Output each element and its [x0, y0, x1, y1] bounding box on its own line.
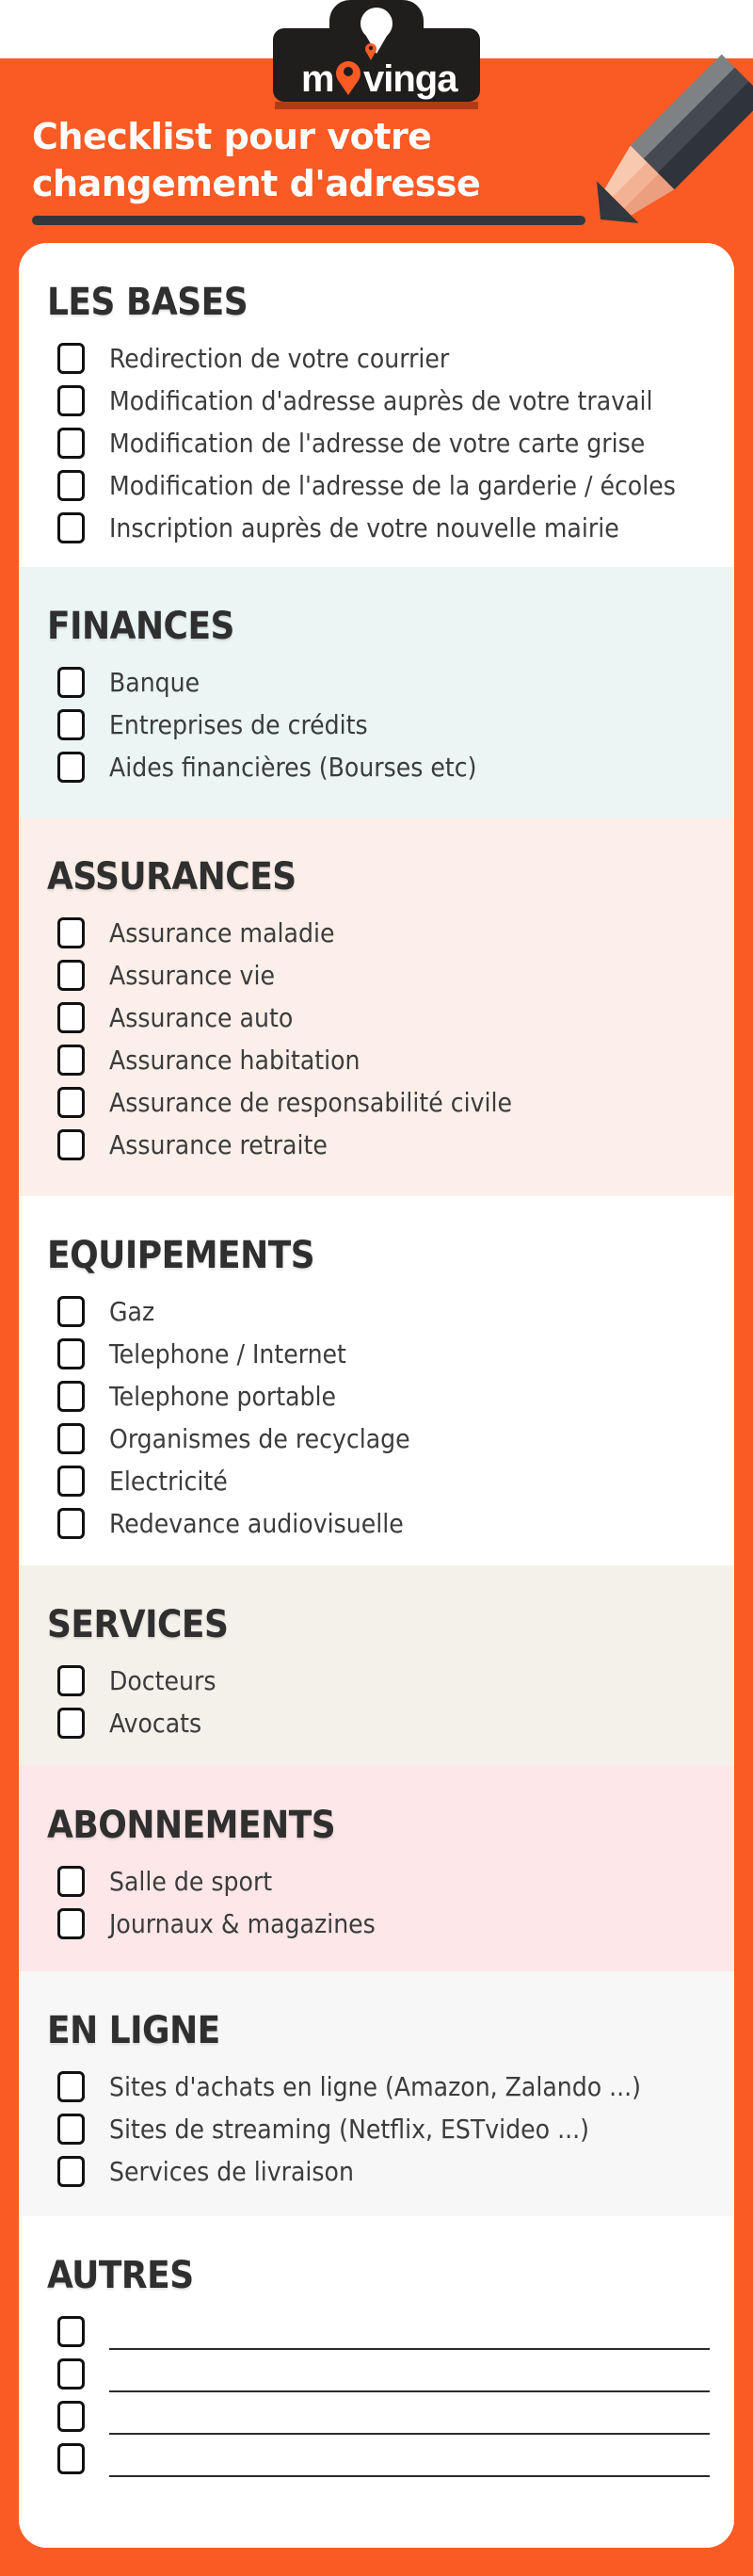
checkbox[interactable] — [57, 917, 85, 948]
section-services — [19, 1565, 734, 1766]
page-title-line2: changement d'adresse — [32, 163, 481, 204]
checklist-item-label: Services de livraison — [109, 2156, 354, 2187]
checklist-item — [47, 2108, 712, 2150]
checklist-item — [47, 1418, 712, 1460]
checklist-item — [47, 507, 712, 549]
checkbox[interactable] — [57, 1908, 85, 1939]
section-equipements — [19, 1196, 734, 1565]
checklist-item-label: Modification d'adresse auprès de votre travail — [109, 385, 653, 416]
checkbox[interactable] — [57, 2071, 85, 2102]
checkbox[interactable] — [57, 1045, 85, 1076]
blank-checklist-item — [47, 2438, 712, 2480]
section-title: EQUIPEMENTS — [47, 1234, 315, 1277]
checkbox[interactable] — [57, 428, 85, 459]
checklist-item — [47, 1660, 712, 1702]
checkbox[interactable] — [57, 1381, 85, 1412]
checklist-item-label: Electricité — [109, 1466, 228, 1497]
checkbox[interactable] — [57, 1508, 85, 1539]
checklist-item-label: Sites de streaming (Netflix, ESTvideo ...) — [109, 2114, 589, 2145]
checkbox[interactable] — [57, 1087, 85, 1118]
checkbox[interactable] — [57, 2316, 85, 2347]
title-underline — [32, 216, 585, 225]
checklist-item-label: Docteurs — [109, 1665, 216, 1696]
checklist-item-label: Aides financières (Bourses etc) — [109, 752, 477, 783]
checkbox[interactable] — [57, 2156, 85, 2187]
checkbox[interactable] — [57, 470, 85, 501]
checklist-item — [47, 746, 712, 788]
checkbox[interactable] — [57, 343, 85, 374]
checklist-item — [47, 1903, 712, 1945]
blank-checklist-item — [47, 2310, 712, 2353]
checklist-item — [47, 1460, 712, 1502]
checklist-item-label: Gaz — [109, 1296, 155, 1327]
checklist-item-label: Assurance retraite — [109, 1129, 328, 1160]
checkbox[interactable] — [57, 385, 85, 416]
section-autres — [19, 2216, 734, 2548]
checklist-item-label: Sites d'achats en ligne (Amazon, Zalando ...) — [109, 2071, 641, 2102]
section-title: EN LIGNE — [47, 2009, 220, 2052]
checkbox[interactable] — [57, 512, 85, 543]
checklist-item — [47, 1860, 712, 1903]
checklist-item — [47, 2066, 712, 2108]
checkbox[interactable] — [57, 960, 85, 991]
section-title: ABONNEMENTS — [47, 1804, 336, 1847]
checkbox[interactable] — [57, 1866, 85, 1897]
logo-text-vinga: vinga — [363, 58, 457, 100]
write-line[interactable] — [109, 2314, 710, 2350]
checkbox[interactable] — [57, 2401, 85, 2432]
section-assurances — [19, 818, 734, 1196]
checkbox[interactable] — [57, 1338, 85, 1369]
checklist-item — [47, 1375, 712, 1418]
checklist-item — [47, 337, 712, 380]
section-title: LES BASES — [47, 281, 248, 324]
section-les-bases — [19, 243, 734, 567]
checklist-item-label: Inscription auprès de votre nouvelle mairie — [109, 512, 619, 543]
checkbox[interactable] — [57, 2358, 85, 2390]
checkbox[interactable] — [57, 2443, 85, 2474]
checklist-item — [47, 422, 712, 464]
checklist-item-label: Assurance vie — [109, 960, 275, 991]
checkbox[interactable] — [57, 1708, 85, 1739]
checklist-item-label: Entreprises de crédits — [109, 709, 368, 740]
section-finances — [19, 567, 734, 818]
checkbox[interactable] — [57, 1002, 85, 1033]
checklist-item — [47, 1702, 712, 1744]
checklist-item — [47, 954, 712, 996]
checklist-item — [47, 1502, 712, 1545]
checklist-item-label: Telephone portable — [109, 1381, 337, 1412]
checklist-item-label: Banque — [109, 667, 200, 698]
checklist-item — [47, 704, 712, 746]
checkbox[interactable] — [57, 752, 85, 783]
page-title-line1: Checklist pour votre — [32, 116, 432, 157]
checklist-item — [47, 1333, 712, 1375]
write-line[interactable] — [109, 2441, 710, 2477]
checklist-item — [47, 996, 712, 1039]
checklist-item-label: Journaux & magazines — [109, 1908, 376, 1939]
write-line[interactable] — [109, 2357, 710, 2392]
section-title: ASSURANCES — [47, 855, 296, 899]
checklist-item-label: Organismes de recyclage — [109, 1423, 410, 1454]
checklist-item — [47, 1124, 712, 1166]
checklist-item-label: Telephone / Internet — [109, 1338, 346, 1369]
checkbox[interactable] — [57, 667, 85, 698]
checklist-item — [47, 661, 712, 704]
checkbox[interactable] — [57, 2114, 85, 2145]
blank-checklist-item — [47, 2395, 712, 2438]
checklist-item-label: Redirection de votre courrier — [109, 343, 450, 374]
checklist-item — [47, 464, 712, 507]
checkbox[interactable] — [57, 1466, 85, 1497]
checklist-item — [47, 380, 712, 422]
section-title: SERVICES — [47, 1603, 229, 1646]
checklist-item-label: Salle de sport — [109, 1866, 273, 1897]
checklist-item-label: Modification de l'adresse de votre carte grise — [109, 428, 646, 459]
checklist-item — [47, 1081, 712, 1124]
section-title: FINANCES — [47, 605, 234, 648]
checklist-card — [19, 243, 734, 2548]
checkbox[interactable] — [57, 1423, 85, 1454]
checkbox[interactable] — [57, 1129, 85, 1160]
checklist-item-label: Assurance habitation — [109, 1045, 360, 1076]
checklist-item — [47, 912, 712, 954]
section-en-ligne — [19, 1971, 734, 2216]
section-title: AUTRES — [47, 2254, 194, 2297]
checkbox[interactable] — [57, 709, 85, 740]
checklist-item-label: Modification de l'adresse de la garderie / écoles — [109, 470, 676, 501]
checklist-item-label: Assurance auto — [109, 1002, 294, 1033]
checklist-item — [47, 1039, 712, 1081]
blank-checklist-item — [47, 2353, 712, 2395]
write-line[interactable] — [109, 2399, 710, 2435]
checkbox[interactable] — [57, 1296, 85, 1327]
checkbox[interactable] — [57, 1665, 85, 1696]
checklist-item-label: Assurance maladie — [109, 917, 335, 948]
checklist-item-label: Avocats — [109, 1708, 202, 1739]
checklist-item-label: Assurance de responsabilité civile — [109, 1087, 512, 1118]
section-abonnements — [19, 1766, 734, 1971]
checklist-item — [47, 2150, 712, 2193]
checklist-item-label: Redevance audiovisuelle — [109, 1508, 404, 1539]
checklist-item — [47, 1290, 712, 1333]
logo-text-m: m — [301, 58, 334, 100]
